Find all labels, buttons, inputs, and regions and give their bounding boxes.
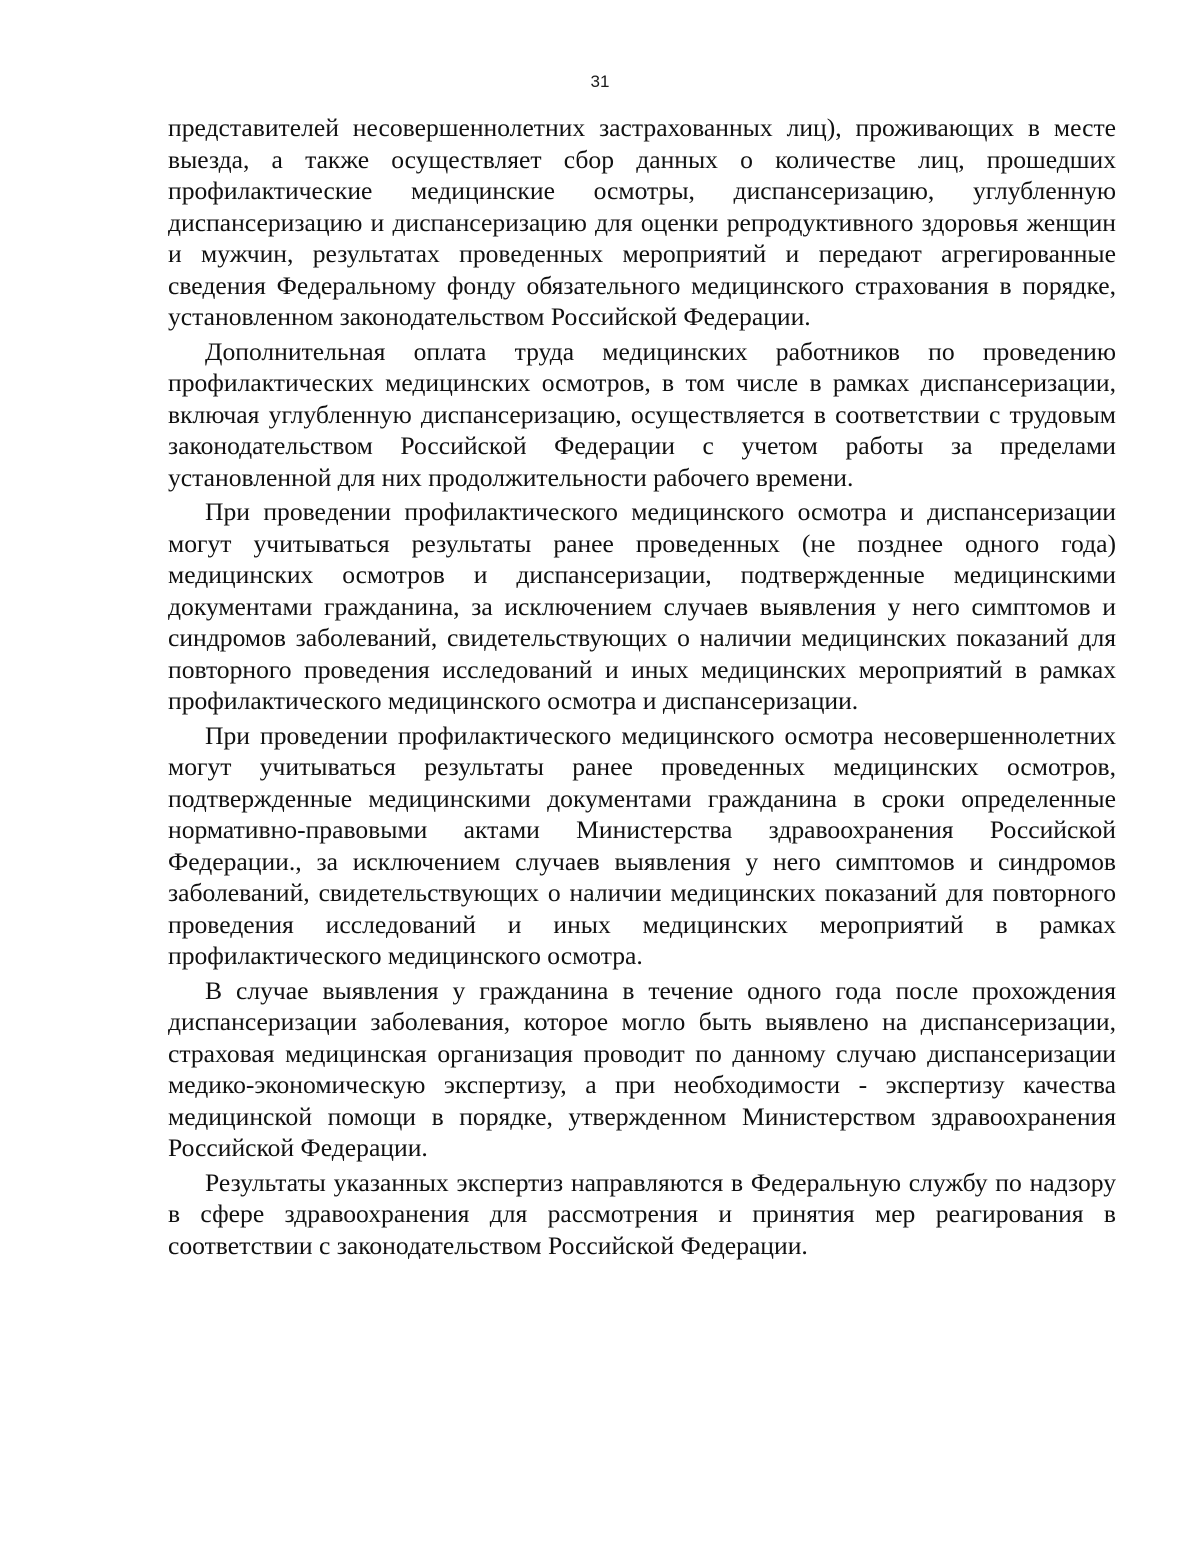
paragraph-prior-results-adults: При проведении профилактического медицинского осмотра и диспансеризации могут учитываться результаты ранее проведенных (не позднее одного года) медицинских осмотров и диспансеризации, подтвержденные медицинскими документами гражданина, за исключением случаев выявления у него симптомов и синдромов заболеваний, свидетельствующих о наличии медицинских показаний для повторного проведения исследований и иных медицинских мероприятий в рамках профилактического медицинского осмотра и диспансеризации. [168,497,1116,715]
document-body [168,112,1116,1261]
paragraph-continuation: представителей несовершеннолетних застрахованных лиц), проживающих в месте выезда, а также осуществляет сбор данных о количестве лиц, прошедших профилактические медицинские осмотры, диспансеризацию, углубленную диспансеризацию и диспансеризацию для оценки репродуктивного здоровья женщин и мужчин, результатах проведенных мероприятий и передают агрегированные сведения Федеральному фонду обязательного медицинского страхования в порядке, установленном законодательством Российской Федерации. [168,113,1116,331]
paragraph-disease-detection: В случае выявления у гражданина в течение одного года после прохождения диспансеризации заболевания, которое могло быть выявлено на диспансеризации, страховая медицинская организация проводит по данному случаю диспансеризации медико-экономическую экспертизу, а при необходимости - экспертизу качества медицинской помощи в порядке, утвержденном Министерством здравоохранения Российской Федерации. [168,975,1116,1162]
paragraph-expertise-results: Результаты указанных экспертиз направляются в Федеральную службу по надзору в сфере здравоохранения для рассмотрения и принятия мер реагирования в соответствии с законодательством Российской Федерации. [168,1167,1116,1260]
paragraph-additional-pay: Дополнительная оплата труда медицинских работников по проведению профилактических медицинских осмотров, в том числе в рамках диспансеризации, включая углубленную диспансеризацию, осуществляется в соответствии с трудовым законодательством Российской Федерации с учетом работы за пределами установленной для них продолжительности рабочего времени. [168,336,1116,492]
page-number: 31 [590,72,610,91]
paragraph-prior-results-minors: При проведении профилактического медицинского осмотра несовершеннолетних могут учитываться результаты ранее проведенных медицинских осмотров, подтвержденные медицинскими документами гражданина в сроки определенные нормативно-правовыми актами Министерства здравоохранения Российской Федерации., за исключением случаев выявления у него симптомов и синдромов заболеваний, свидетельствующих о наличии медицинских показаний для повторного проведения исследований и иных медицинских мероприятий в рамках профилактического медицинского осмотра. [168,720,1116,970]
